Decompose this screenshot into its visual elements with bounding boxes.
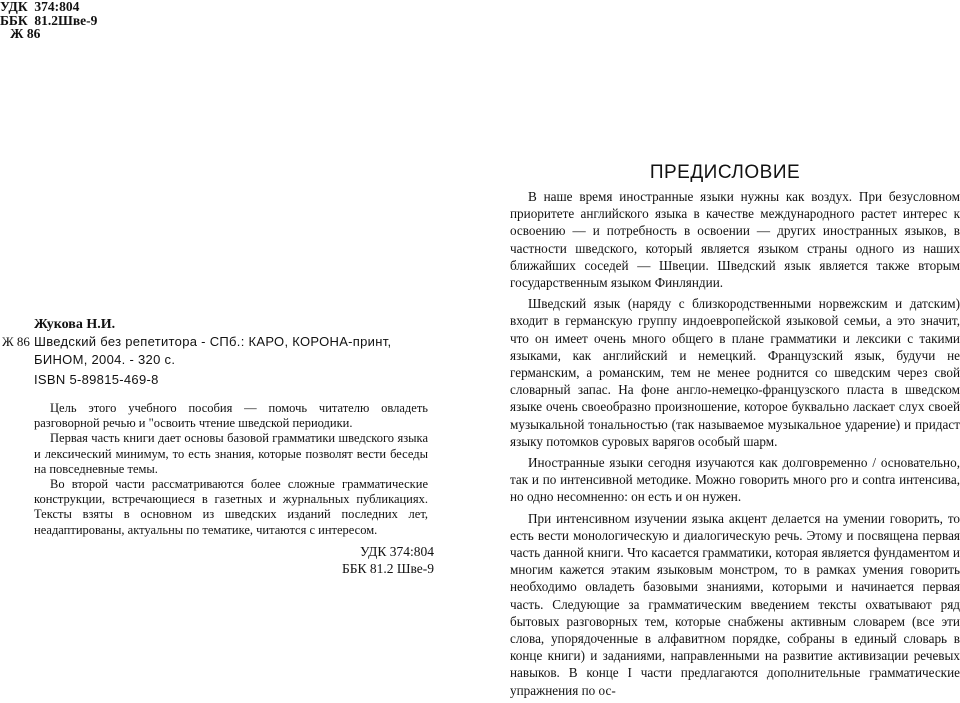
bbk-code-top: ББК 81.2Шве-9 [0,12,98,28]
card-udk: УДК 374:804 [359,544,434,559]
preface-paragraph: Иностранные языки сегодня изучаются как долговременно / основательно, так и по интенсивной методике. Можно говорить много pro и contra интенсива, но одно несомненно: он есть и он нужен. [510,455,960,505]
card-title-line-1: Шведский без репетитора - СПб.: КАРО, КОРОНА-принт, [34,334,392,349]
preface-paragraph: При интенсивном изучении языка акцент делается на умении говорить, то есть вести монологическую и диалогическую речь. Этому и посвящена первая часть данной книги. Что касается грамматики, которая является фундаментом и многим кажется этаким языковым монстром, то в рамках умения говорить необходимо овладеть базовыми знаниями, которыми и начинается первая часть. Следующие за грамматическим введением тексты охватывают ряд бытовых разговорных тем, которые снабжены активным словарем (все эти слова, упорядоченные в алфавитном порядке, собраны в единый словарь в конце книги) и заданиями, направленными на развитие активизации речевых навыков. В конце I части предлагаются дополнительные грамматические упражнения по ос- [510,510,960,698]
preface-page [510,162,960,703]
card-author: Жукова Н.И. [34,317,116,332]
annotation-paragraph: Цель этого учебного пособия — помочь читателю овладеть разговорной речью и "освоить чтение шведской периодики. [34,401,428,431]
udk-code-top: УДК 374:804 [0,0,80,14]
preface-paragraph: Шведский язык (наряду с близкородственными норвежским и датским) входит в германскую группу индоевропейской языковой семьи, а это значит, что он имеет очень много общего в плане грамматики и лексики с такими языками, как английский и немецкий. Французский язык, будучи не германским, а романским, тем не менее роднится со шведским через свой словарный запас. На фоне англо-немецко-французского пласта в шведском языке очень своеобразно произношение, которое буквально ласкает слух своей музыкальной тональностью (так называемое музыкальное ударение) и придаст языку потомков суровых варягов особый шарм. [510,296,960,449]
card-title-line-2: БИНОМ, 2004. - 320 с. [34,352,176,367]
preface-body [510,188,960,699]
preface-heading: ПРЕДИСЛОВИЕ [649,162,801,183]
card-author-sign: Ж 86 [2,334,30,349]
annotation-paragraph: Во второй части рассматриваются более сложные грамматические конструкции, встречающиеся в газетных и журнальных публикациях. Тексты взяты в основном из шведских изданий последних лет, неадаптированы, актуальны по тематике, читаются с интересом. [34,477,428,537]
card-classification [324,543,434,577]
classification-codes [0,0,97,41]
annotation-paragraph: Первая часть книги дает основы базовой грамматики шведского языка и лексический минимум, то есть знания, которые позволят вести беседы на повседневные темы. [34,431,428,476]
preface-paragraph: В наше время иностранные языки нужны как воздух. При безусловном приоритете английского языка в качестве международного растет интерес к освоению — и потребность в освоении — других иностранных языков, в частности шведского, который является языком страны одного из наших ближайших соседей — Швеции. Шведский язык является также вторым государственным языком Финляндии. [510,189,960,291]
author-sign-top: Ж 86 [0,26,41,41]
card-bbk: ББК 81.2 Шве-9 [341,561,434,576]
card-isbn: ISBN 5-89815-469-8 [34,372,159,387]
card-annotation [34,401,428,538]
